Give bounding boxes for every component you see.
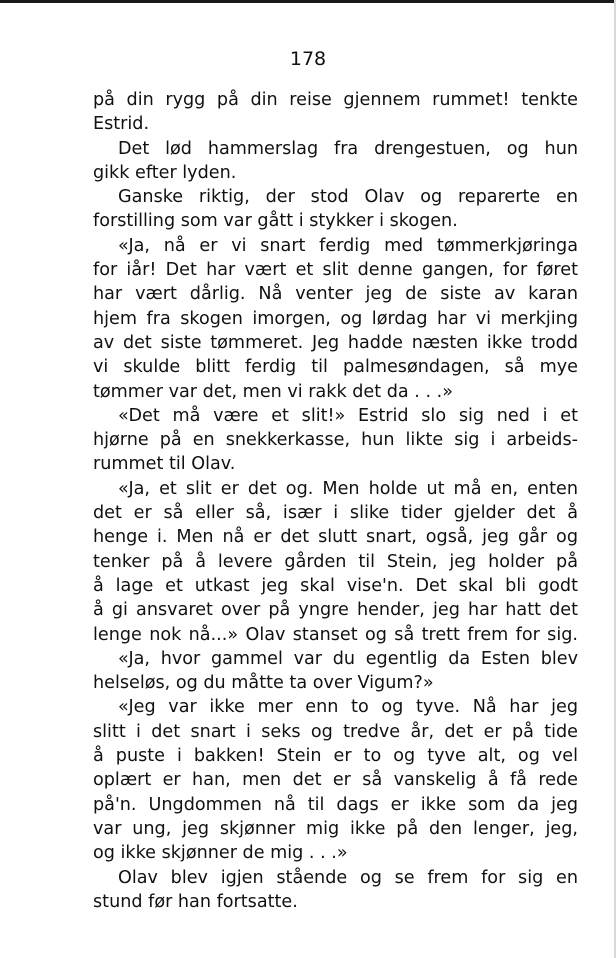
- text-line: Det lød hammerslag fra drengestuen, og hun: [118, 138, 578, 159]
- text-line: «Det må være et slit!» Estrid slo sig ned i et: [118, 405, 578, 426]
- text-line: «Jeg var ikke mer enn to og tyve. Nå har jeg: [118, 697, 578, 718]
- text-line: Ganske riktig, der stod Olav og reparerte en: [118, 187, 578, 208]
- text-line: og ikke skjønner de mig . . .»: [93, 843, 348, 864]
- text-line: forstilling som var gått i stykker i skogen.: [93, 211, 458, 232]
- text-line: Estrid.: [93, 114, 150, 135]
- text-line: å puste i bakken! Stein er to og tyve alt, og vel: [93, 746, 578, 767]
- body-text: [93, 88, 578, 914]
- text-line: å gi ansvaret over på yngre hender, jeg har hatt det: [93, 600, 578, 621]
- text-line: stund før han fortsatte.: [93, 891, 298, 912]
- text-line: «Ja, nå er vi snart ferdig med tømmerkjøringa: [118, 235, 578, 256]
- text-line: oplært er han, men det er så vanskelig å få rede: [93, 770, 578, 791]
- text-line: slitt i det snart i seks og tredve år, det er på tide: [93, 721, 578, 742]
- text-line: rummet til Olav.: [93, 454, 236, 475]
- text-line: hjem fra skogen imorgen, og lørdag har vi merkjing: [93, 308, 578, 329]
- text-line: for iår! Det har vært et slit denne gangen, for føret: [93, 260, 578, 281]
- text-line: var ung, jeg skjønner mig ikke på den lenger, jeg,: [93, 818, 578, 839]
- text-line: helseløs, og du måtte ta over Vigum?»: [93, 673, 434, 694]
- text-line: å lage et utkast jeg skal vise'n. Det skal bli godt: [93, 575, 578, 596]
- text-line: hjørne på en snekkerkasse, hun likte sig i arbeids-: [93, 430, 578, 451]
- text-line: av det siste tømmeret. Jeg hadde næsten ikke trodd: [93, 332, 578, 353]
- text-line: har vært dårlig. Nå venter jeg de siste av karan: [93, 284, 578, 305]
- text-line: det er så eller så, især i slike tider gjelder det å: [93, 503, 578, 524]
- page-top-edge: [0, 0, 616, 3]
- text-line: «Ja, et slit er det og. Men holde ut må en, enten: [118, 478, 578, 499]
- text-line: gikk efter lyden.: [93, 162, 237, 183]
- text-line: Olav blev igjen stående og se frem for sig en: [118, 867, 578, 888]
- text-line: «Ja, hvor gammel var du egentlig da Esten blev: [118, 648, 578, 669]
- text-line: tenker på å levere gården til Stein, jeg holder på: [93, 551, 578, 572]
- text-line: tømmer var det, men vi rakk det da . . .»: [93, 381, 454, 402]
- text-line: henge i. Men nå er det slutt snart, også, jeg går og: [93, 527, 578, 548]
- text-line: på'n. Ungdommen nå til dags er ikke som da jeg: [93, 794, 578, 815]
- text-line: vi skulde blitt ferdig til palmesøndagen, så mye: [93, 357, 578, 378]
- page-number: 178: [289, 48, 327, 70]
- text-line: lenge nok nå...» Olav stanset og så trett frem for sig.: [93, 624, 578, 645]
- text-line: på din rygg på din reise gjennem rummet! tenkte: [93, 90, 578, 110]
